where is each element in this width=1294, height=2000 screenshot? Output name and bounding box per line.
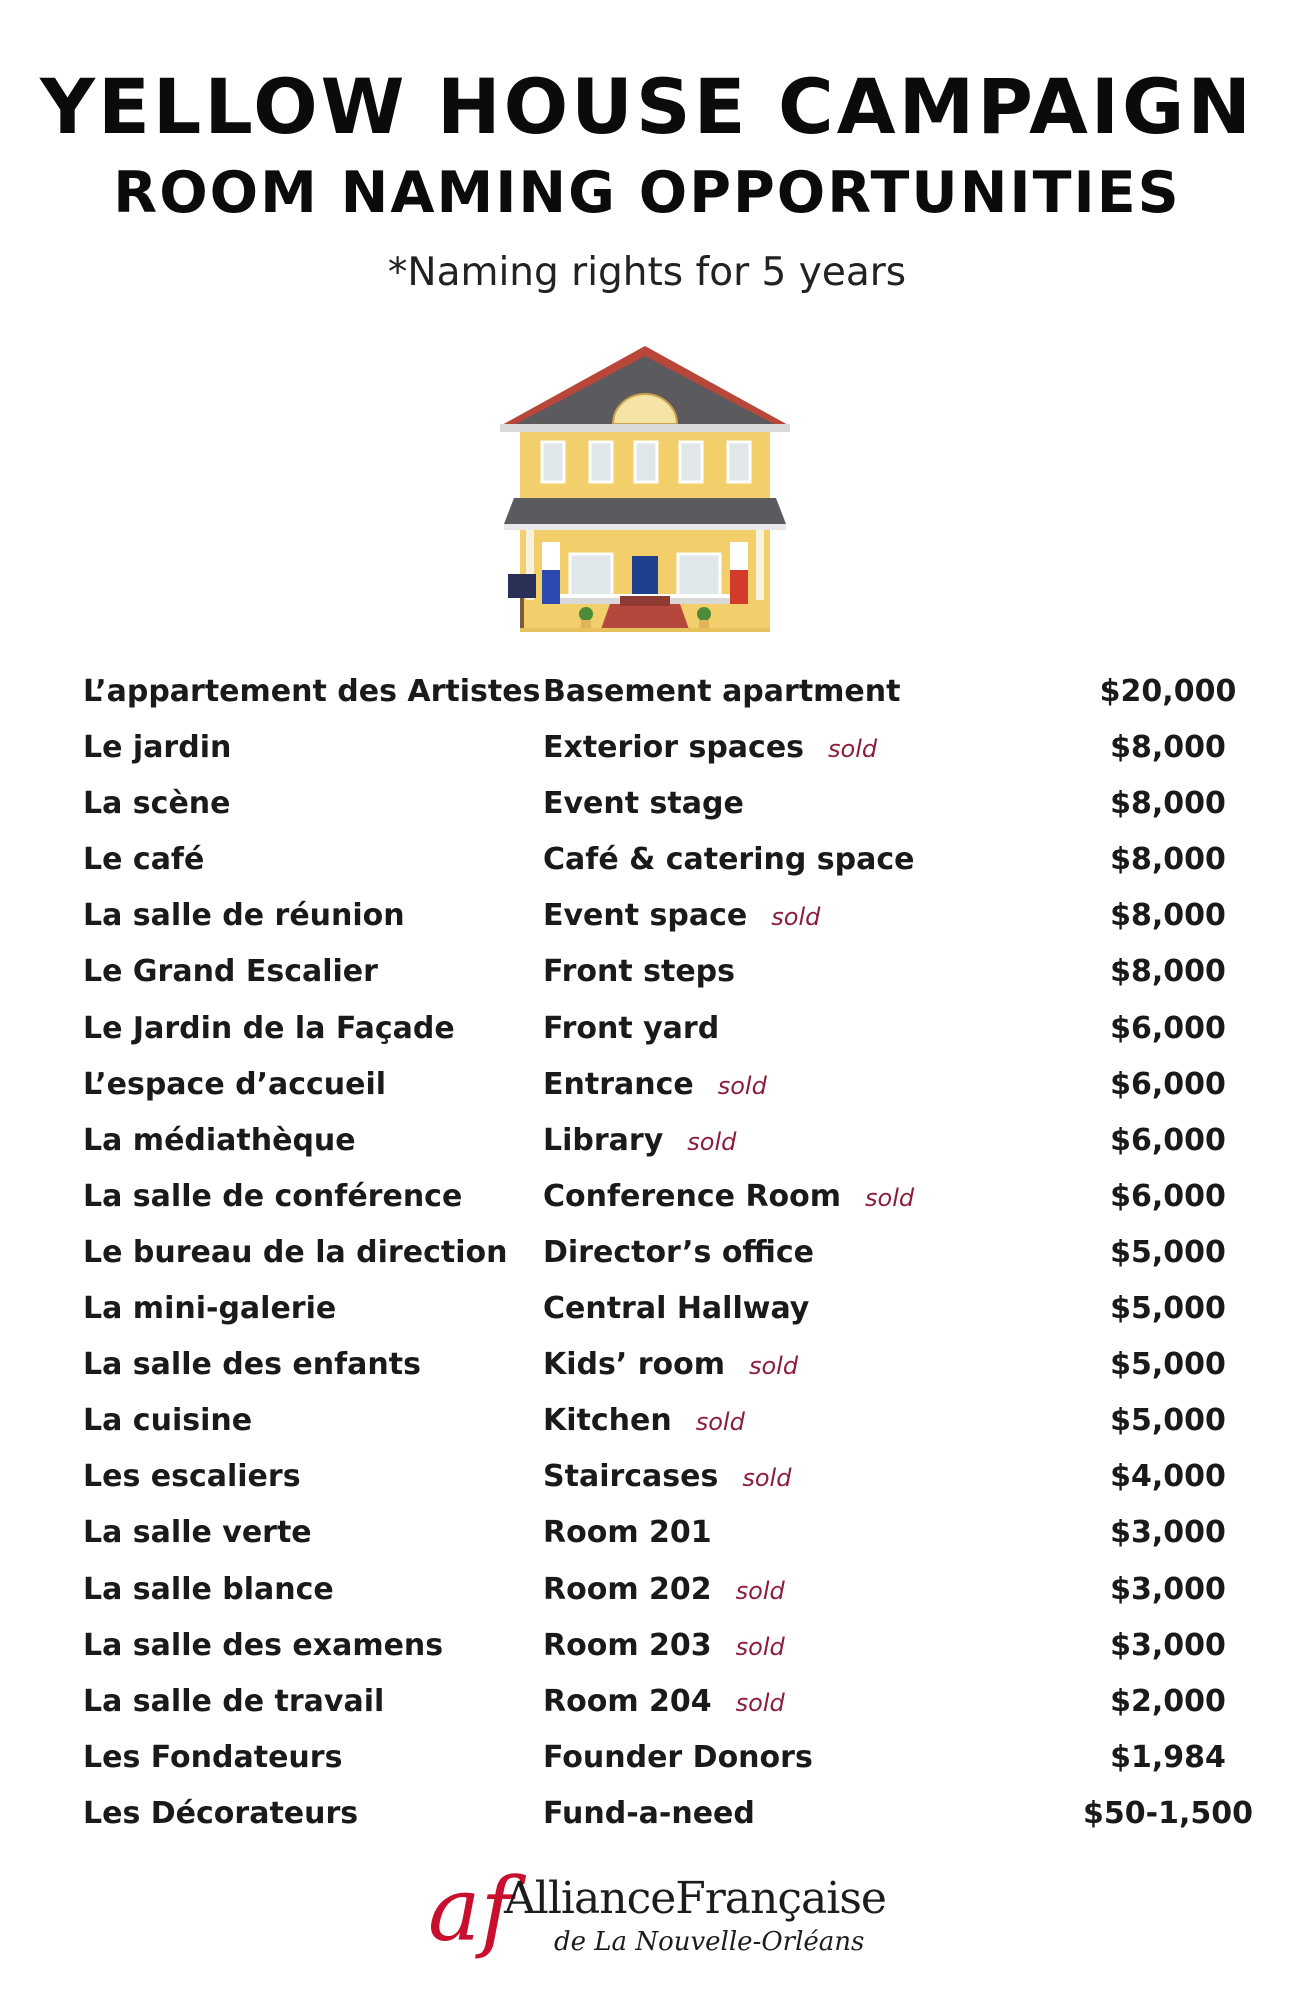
room-price: $50-1,500 xyxy=(1083,1795,1253,1831)
room-row xyxy=(83,832,1226,888)
room-english-label: Front yard xyxy=(543,1010,720,1046)
sold-badge: sold xyxy=(687,1127,737,1156)
room-table xyxy=(83,664,1253,1842)
room-french-name: La salle de travail xyxy=(83,1683,385,1719)
room-english-name xyxy=(543,1225,814,1281)
room-french-name: Le jardin xyxy=(83,730,232,766)
room-english-name xyxy=(543,1562,785,1619)
room-row xyxy=(83,1674,1226,1730)
room-price: $6,000 xyxy=(1110,1122,1226,1158)
room-english-label: Room 204 xyxy=(543,1683,712,1719)
sold-badge: sold xyxy=(735,1688,785,1717)
room-french-name: La salle verte xyxy=(83,1515,312,1551)
page-title: YELLOW HOUSE CAMPAIGN xyxy=(39,62,1255,151)
room-english-name xyxy=(543,1057,767,1114)
sold-badge: sold xyxy=(735,1576,785,1605)
room-english-label: Room 203 xyxy=(543,1627,712,1663)
room-english-label: Café & catering space xyxy=(543,842,915,878)
room-price: $5,000 xyxy=(1110,1234,1226,1270)
room-english-label: Staircases xyxy=(543,1459,719,1495)
room-english-label: Entrance xyxy=(543,1066,694,1102)
room-french-name: La salle des enfants xyxy=(83,1347,421,1383)
room-english-name xyxy=(543,1618,785,1675)
room-price: $5,000 xyxy=(1110,1347,1226,1383)
room-row xyxy=(83,1730,1226,1786)
room-english-label: Room 201 xyxy=(543,1515,712,1551)
organization-location: de La Nouvelle-Orléans xyxy=(554,1927,865,1957)
room-french-name: L’espace d’accueil xyxy=(83,1066,387,1102)
room-english-label: Library xyxy=(543,1122,664,1158)
room-english-label: Event space xyxy=(543,898,748,934)
room-row xyxy=(83,664,1237,720)
room-english-name xyxy=(543,1505,712,1561)
room-french-name: La salle de réunion xyxy=(83,898,405,934)
sold-badge: sold xyxy=(717,1071,767,1100)
room-english-name xyxy=(543,1393,745,1450)
room-english-label: Director’s office xyxy=(543,1234,815,1270)
alliance-francaise-logo xyxy=(420,1858,886,1970)
room-english-name xyxy=(543,1674,785,1731)
room-english-label: Kitchen xyxy=(543,1403,672,1439)
room-row xyxy=(83,720,1226,776)
room-english-name xyxy=(543,832,914,888)
room-english-label: Fund-a-need xyxy=(543,1795,755,1831)
room-english-name xyxy=(543,664,900,720)
room-row xyxy=(83,1001,1226,1057)
room-french-name: Le bureau de la direction xyxy=(83,1234,508,1270)
room-english-label: Founder Donors xyxy=(543,1739,813,1775)
room-price: $4,000 xyxy=(1110,1459,1226,1495)
room-price: $20,000 xyxy=(1099,674,1237,709)
room-row xyxy=(83,888,1226,944)
room-english-label: Kids’ room xyxy=(543,1347,725,1383)
room-row xyxy=(83,1562,1226,1618)
room-price: $3,000 xyxy=(1110,1571,1226,1607)
room-french-name: La scène xyxy=(83,786,231,822)
room-english-name xyxy=(543,1169,914,1226)
room-french-name: Le café xyxy=(83,842,205,878)
page-subtitle: ROOM NAMING OPPORTUNITIES xyxy=(113,160,1181,226)
room-french-name: Le Grand Escalier xyxy=(83,954,378,990)
room-french-name: La médiathèque xyxy=(83,1122,356,1158)
organization-name: AllianceFrançaise xyxy=(504,1873,886,1924)
room-row xyxy=(83,1113,1226,1169)
room-english-name xyxy=(543,776,744,832)
room-english-name xyxy=(543,1337,798,1394)
room-french-name: La salle des examens xyxy=(83,1627,444,1663)
sold-badge: sold xyxy=(771,903,821,932)
sold-badge: sold xyxy=(695,1408,745,1437)
room-price: $5,000 xyxy=(1110,1291,1226,1327)
room-french-name: Le Jardin de la Façade xyxy=(83,1010,455,1046)
room-price: $6,000 xyxy=(1110,1178,1226,1214)
sold-badge: sold xyxy=(742,1464,792,1493)
room-price: $3,000 xyxy=(1110,1515,1226,1551)
room-english-name xyxy=(543,888,820,945)
af-logo-mark: af xyxy=(428,1858,514,1961)
room-english-label: Room 202 xyxy=(543,1571,712,1607)
room-english-label: Exterior spaces xyxy=(543,730,805,766)
room-french-name: Les Décorateurs xyxy=(83,1795,359,1831)
room-english-name xyxy=(543,1449,791,1506)
room-french-name: Les Fondateurs xyxy=(83,1739,343,1775)
room-row xyxy=(83,1618,1226,1674)
room-english-name xyxy=(543,1786,755,1842)
room-price: $3,000 xyxy=(1110,1627,1226,1663)
room-price: $8,000 xyxy=(1110,842,1226,878)
room-english-name xyxy=(543,944,735,1000)
room-price: $2,000 xyxy=(1110,1683,1226,1719)
naming-rights-note: *Naming rights for 5 years xyxy=(387,250,907,295)
sold-badge: sold xyxy=(828,735,878,764)
room-english-label: Basement apartment xyxy=(543,674,901,709)
room-row xyxy=(83,776,1226,832)
room-english-name xyxy=(543,1281,809,1337)
room-price: $8,000 xyxy=(1110,730,1226,766)
room-french-name: Les escaliers xyxy=(83,1459,301,1495)
room-row xyxy=(83,944,1226,1000)
room-price: $5,000 xyxy=(1110,1403,1226,1439)
room-price: $8,000 xyxy=(1110,954,1226,990)
room-price: $6,000 xyxy=(1110,1066,1226,1102)
room-row xyxy=(83,1337,1226,1393)
room-row xyxy=(83,1057,1226,1113)
room-english-name xyxy=(543,1730,813,1786)
room-price: $1,984 xyxy=(1110,1739,1226,1775)
room-row xyxy=(83,1393,1226,1449)
room-french-name: L’appartement des Artistes xyxy=(83,674,541,709)
room-english-name xyxy=(543,1113,736,1170)
room-english-name xyxy=(543,1001,719,1057)
sold-badge: sold xyxy=(748,1352,799,1381)
room-row xyxy=(83,1225,1226,1281)
room-french-name: La salle blance xyxy=(83,1571,334,1607)
room-english-label: Central Hallway xyxy=(543,1291,810,1327)
room-price: $8,000 xyxy=(1110,898,1226,934)
room-english-label: Front steps xyxy=(543,954,735,990)
room-row xyxy=(83,1281,1226,1337)
room-row xyxy=(83,1786,1253,1842)
room-price: $8,000 xyxy=(1110,786,1226,822)
yellow-house-illustration xyxy=(490,342,800,632)
room-french-name: La salle de conférence xyxy=(83,1178,463,1214)
room-french-name: La mini-galerie xyxy=(83,1291,337,1327)
room-english-name xyxy=(543,720,877,777)
room-price: $6,000 xyxy=(1110,1010,1226,1046)
room-row xyxy=(83,1169,1226,1225)
room-row xyxy=(83,1449,1226,1505)
room-english-label: Conference Room xyxy=(543,1178,842,1214)
sold-badge: sold xyxy=(865,1183,915,1212)
room-row xyxy=(83,1505,1226,1561)
room-english-label: Event stage xyxy=(543,786,744,822)
sold-badge: sold xyxy=(735,1632,785,1661)
room-french-name: La cuisine xyxy=(83,1403,253,1439)
